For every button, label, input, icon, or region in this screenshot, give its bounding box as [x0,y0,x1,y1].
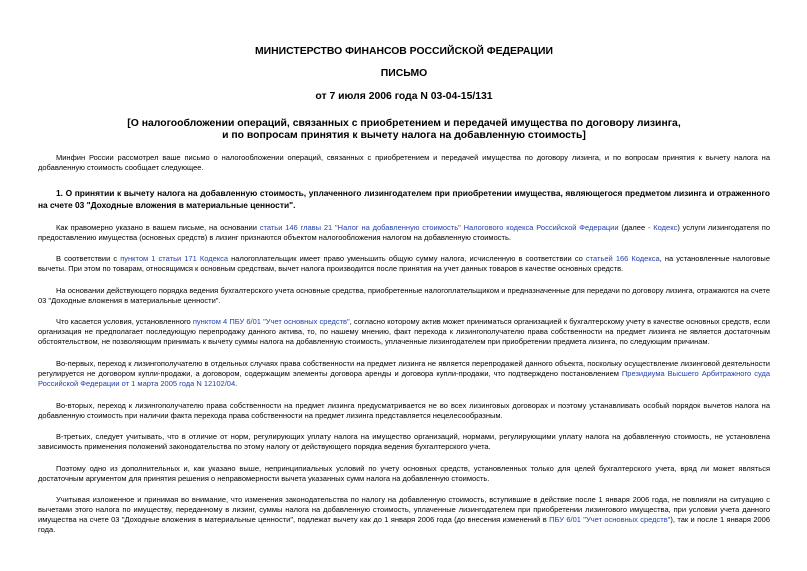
document-body [38,153,770,535]
paragraph-conclusion [38,495,770,535]
subject-line-2: и по вопросам принятия к вычету налога на добавленную стоимость] [222,130,586,141]
link-pbu-6-01-item-4[interactable]: пунктом 4 ПБУ 6/01 "Учет основных средств" [192,317,350,327]
paragraph-firstly [38,359,770,389]
link-article-166[interactable]: статьей 166 Кодекса [585,254,660,264]
section-heading-1: 1. О принятии к вычету налога на добавленную стоимость, уплаченного лизингодателем при приобретении имущества, являющегося предметом лизинга и отраженного на счете 03 "Доходные вложения в материальные ценности". [38,188,770,210]
text-fragment: ), так и после 1 января 2006 года. [38,515,771,535]
text-fragment: . [235,378,238,388]
paragraph-article-146 [38,223,770,243]
text-fragment: Учитывая изложенное и принимая во внимание, что изменения законодательства по налогу на добавленную стоимость, вступившие в действие после 1 января 2006 года, не повлияли на ситуацию с вычетами этого налога по имуществу, переданному в лизинг, суммы налога на добавленную стоимость, уплаченные лизингодателем при приобретении лизингового имущества, при условии учета данного имущества на счете 03 "Доходные вложения в материальные ценности", подлежат вычету как до 1 января 2006 года (до внесения изменений в [38,495,770,525]
date-number-heading: от 7 июля 2006 года N 03-04-15/131 [315,91,493,102]
text-fragment: , на установленные налоговые вычеты. При этом по товарам, относящимся к основным средствам, вычет налога производится после принятия на учет данных товаров в качестве основных средств. [38,254,770,274]
link-vas-resolution[interactable]: Президиума Высшего Арбитражного суда Российской Федерации от 1 марта 2005 года N 12102/04 [38,368,770,388]
subject-line-1: [О налогообложении операций, связанных с приобретением и передачей имущества по договору лизинга, [127,118,681,129]
text-fragment: Что касается условия, установленного [56,317,193,327]
text-fragment: , согласно которому актив может приниматься организацией к бухгалтерскому учету в качестве основных средств, если организация не предполагает последующую перепродажу данного актива, то, по нашему мнению, факт перехода к лизингополучателю права собственности на предмет лизинга не является достаточным обстоятельством, не позволяющим принимать к вычету суммы налога на добавленную стоимость, уплаченные лизингодателем при приобретении предмета лизинга, по следующим причинам. [38,317,770,347]
link-pbu-6-01[interactable]: ПБУ 6/01 "Учет основных средств" [549,515,671,525]
paragraph-article-171 [38,254,770,274]
paragraph-account-03: На основании действующего порядка ведения бухгалтерского учета основные средства, приобретенные налогоплательщиком и предназначенные для передачи по договору лизинга, отражаются на счете 03 "Доходные вложения в материальные ценности". [38,285,770,305]
ministry-heading: МИНИСТЕРСТВО ФИНАНСОВ РОССИЙСКОЙ ФЕДЕРАЦИИ [255,46,553,57]
text-fragment: ) услуги лизингодателя по предоставлению имущества (основных средств) в лизинг признаются объектом налогообложения налогом на добавленную стоимость. [38,222,770,242]
paragraph-therefore: Поэтому одно из дополнительных и, как указано выше, непринципиальных условий по учету основных средств, установленных только для целей бухгалтерского учета, вряд ли может являться достаточным аргументом для принятия решения о неправомерности вычета указанных сумм налога на добавленную стоимость. [38,463,770,483]
link-article-146[interactable]: статьи 146 главы 21 "Налог на добавленную стоимость" Налогового кодекса Российской Федерации [259,222,619,232]
document-type-heading: ПИСЬМО [380,68,428,79]
link-kodeks[interactable]: - Кодекс [647,222,678,232]
text-fragment: В соответствии с [56,254,121,264]
link-article-171[interactable]: пунктом 1 статьи 171 Кодекса [120,254,229,264]
paragraph-pbu-condition [38,317,770,347]
text-fragment: налогоплательщик имеет право уменьшить общую сумму налога, исчисленную в соответствии со [228,254,586,264]
paragraph-intro: Минфин России рассмотрел ваше письмо о налогообложении операций, связанных с приобретением и передачей имущества по договору лизинга, и по вопросам принятия к вычету налога на добавленную стоимость сообщает следующее. [38,153,770,172]
subject-heading [38,118,770,142]
paragraph-secondly: Во-вторых, переход к лизингополучателю права собственности на предмет лизинга предусматривается не во всех лизинговых договорах и поэтому устанавливать особый порядок вычетов налога на добавленную стоимость при наличии факта перехода права собственности на предмет лизинга представляется нецелесообразным. [38,400,770,420]
text-fragment: (далее [618,222,648,232]
paragraph-thirdly: В-третьих, следует учитывать, что в отличие от норм, регулирующих уплату налога на имущество организаций, нормами, регулирующими уплату налога на добавленную стоимость, не установлена зависимость применения положений законодательства по этому налогу от действующего порядка ведения бухгалтерского учета. [38,432,770,452]
text-fragment: Во-первых, переход к лизингополучателю в отдельных случаях права собственности на предмет лизинга не является перепродажей данного объекта, поскольку осуществление лизинговой деятельности регулируется не договором купли-продажи, а договором, содержащим элементы договора аренды и договора купли-продажи, что подтверждено постановлением [38,358,770,378]
text-fragment: Как правомерно указано в вашем письме, на основании [56,222,260,232]
